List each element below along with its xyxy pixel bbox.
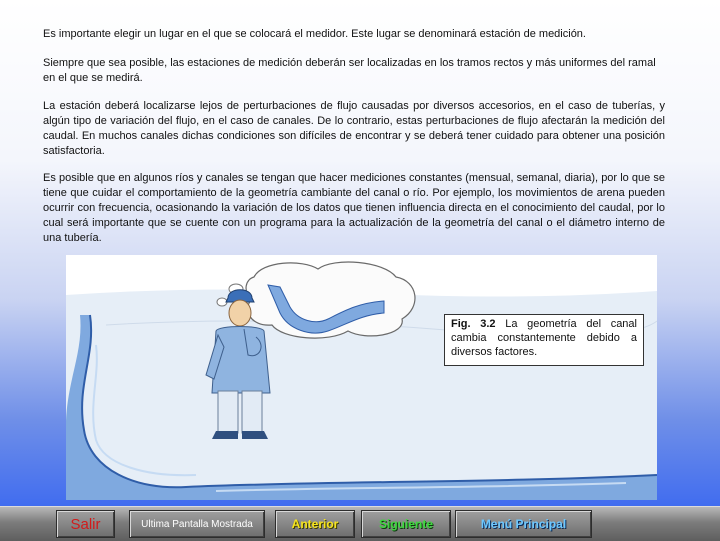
next-button-label: Siguiente	[378, 517, 433, 531]
next-button[interactable]	[361, 510, 451, 538]
paragraph-flow-disturbances: La estación deberá localizarse lejos de perturbaciones de flujo causadas por diversos accesorios, en el caso de tuberías, y algún tipo de variación del flujo, en el caso de canales. De lo contrario, estas perturbaciones de flujo afectarán la medición del caudal. En muchos canales dichas condiciones son difíciles de encontrar y se deberá tener cuidado para obtener una posición satisfactoria.	[43, 100, 665, 157]
paragraph-changing-geometry: Es posible que en algunos ríos y canales se tengan que hacer mediciones constantes (mensual, semanal, diaria), por lo que se tiene que cuidar el comportamiento de la geometría cambiante del canal o río. Por ejemplo, los movimientos de arena pueden ocurrir con frecuencia, ocasionando la variación de los datos que tienen influencia directa en el conocimiento del caudal, por lo cual será importante que se cuente con un programa para la actualización de la geometría del canal o el diámetro interno de una tubería.	[43, 172, 665, 244]
navigation-bar	[0, 506, 720, 541]
channel-illustration	[66, 255, 657, 500]
figure-caption	[444, 314, 644, 366]
exit-button[interactable]	[56, 510, 115, 538]
exit-button-label: Salir	[70, 515, 101, 533]
previous-button[interactable]	[275, 510, 355, 538]
figure-text: La geometría del canal cambia constantemente debido a diversos factores.	[451, 318, 637, 358]
last-screen-button-label: Ultima Pantalla Mostrada	[141, 518, 253, 530]
previous-button-label: Anterior	[291, 517, 339, 531]
paragraph-intro: Es importante elegir un lugar en el que se colocará el medidor. Este lugar se denominará estación de medición.	[43, 28, 586, 40]
paragraph-straight-sections: Siempre que sea posible, las estaciones de medición deberán ser localizadas en los tramos rectos y más uniformes del ramal en el que se medirá.	[43, 57, 656, 84]
main-menu-button[interactable]	[455, 510, 592, 538]
main-menu-button-label: Menú Principal	[480, 517, 567, 531]
figure-label: Fig. 3.2	[451, 318, 496, 330]
last-screen-button[interactable]	[129, 510, 265, 538]
